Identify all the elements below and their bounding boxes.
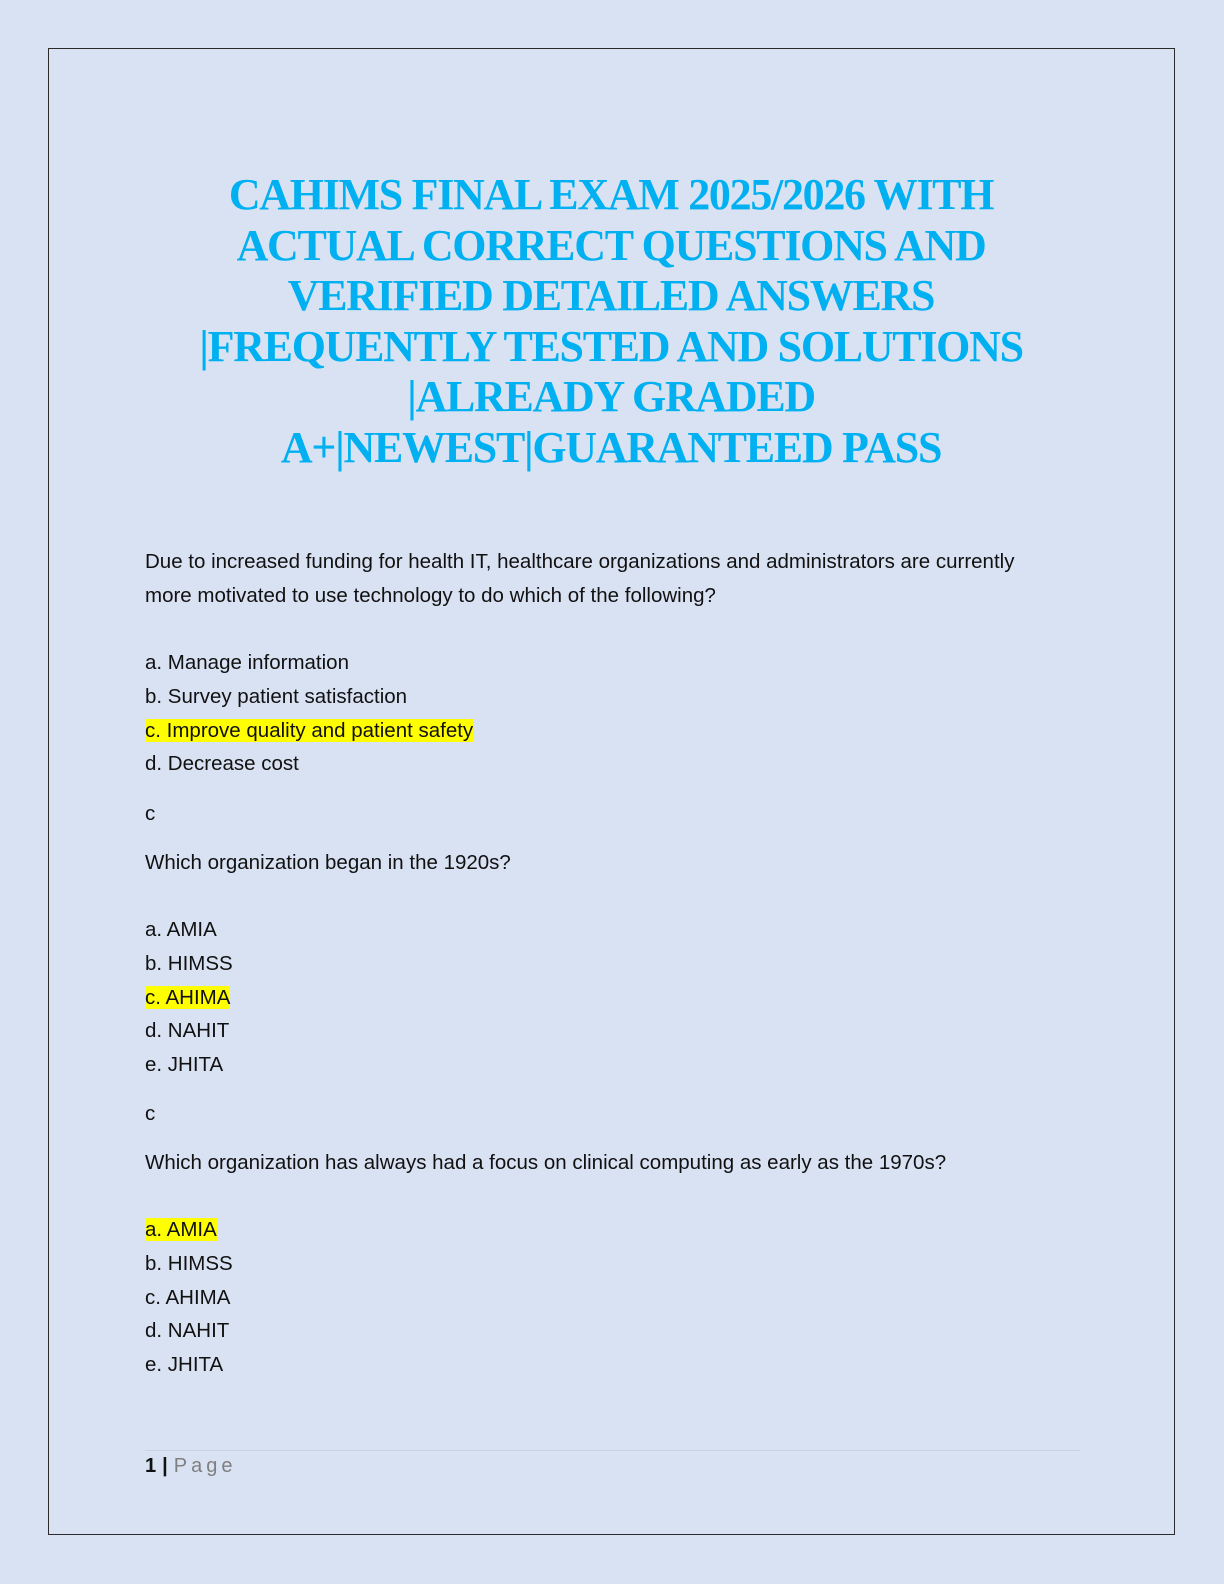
title-line: |FREQUENTLY TESTED AND SOLUTIONS bbox=[199, 321, 1023, 371]
question-1-option-b: b. Survey patient satisfaction bbox=[145, 685, 408, 708]
question-3-option-e: e. JHITA bbox=[145, 1353, 224, 1376]
question-1-answer: c bbox=[145, 802, 156, 825]
question-1-prompt-line: Due to increased funding for health IT, healthcare organizations and administrators are currently bbox=[145, 550, 1015, 573]
question-2-option-c bbox=[145, 985, 230, 1011]
question-2-option-e: e. JHITA bbox=[145, 1053, 224, 1076]
title-line: CAHIMS FINAL EXAM 2025/2026 WITH bbox=[228, 170, 994, 219]
title-line: VERIFIED DETAILED ANSWERS bbox=[287, 271, 935, 320]
question-2-option-a: a. AMIA bbox=[145, 918, 217, 941]
title-line: ACTUAL CORRECT QUESTIONS AND bbox=[236, 220, 986, 270]
title-line: |ALREADY GRADED bbox=[407, 372, 815, 421]
title-line: A+|NEWEST|GUARANTEED PASS bbox=[280, 422, 942, 472]
page-number: 1 bbox=[145, 1455, 157, 1477]
highlighted-answer: a. AMIA bbox=[145, 1218, 217, 1241]
footer-divider bbox=[145, 1450, 1080, 1451]
highlighted-answer: c. Improve quality and patient safety bbox=[145, 719, 474, 742]
question-1-option-c bbox=[145, 718, 473, 744]
question-1-option-a: a. Manage information bbox=[145, 651, 349, 674]
question-1-option-d: d. Decrease cost bbox=[145, 752, 299, 775]
question-3-option-a bbox=[145, 1217, 217, 1243]
question-2-prompt-line: Which organization began in the 1920s? bbox=[145, 851, 511, 874]
question-1-prompt-line: more motivated to use technology to do which of the following? bbox=[145, 584, 716, 607]
question-3-option-d: d. NAHIT bbox=[145, 1319, 230, 1342]
question-3-option-b: b. HIMSS bbox=[145, 1252, 233, 1275]
footer-separator: | bbox=[162, 1455, 168, 1477]
question-3-option-c: c. AHIMA bbox=[145, 1286, 231, 1309]
question-2-option-d: d. NAHIT bbox=[145, 1019, 230, 1042]
document-title bbox=[145, 170, 1077, 473]
highlighted-answer: c. AHIMA bbox=[145, 986, 231, 1009]
page-footer bbox=[145, 1454, 236, 1478]
question-2-option-b: b. HIMSS bbox=[145, 952, 233, 975]
question-2-answer: c bbox=[145, 1102, 156, 1125]
page-label: Page bbox=[173, 1455, 237, 1477]
question-3-prompt-line: Which organization has always had a focus on clinical computing as early as the 1970s? bbox=[145, 1151, 947, 1174]
